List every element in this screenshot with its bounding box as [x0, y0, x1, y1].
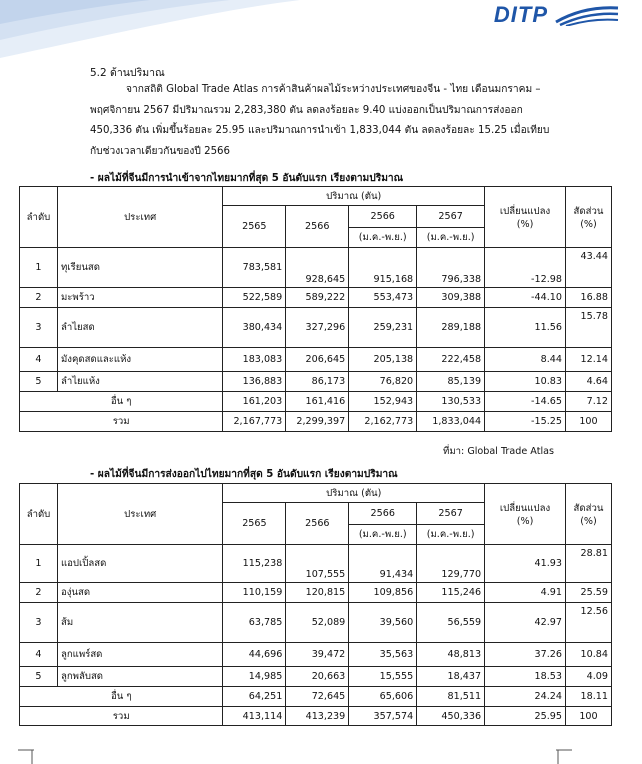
table-cell: 5: [20, 667, 58, 687]
header-change: [485, 187, 566, 248]
header-share: [565, 187, 611, 248]
table-cell: 915,168: [349, 248, 417, 288]
table-cell: 553,473: [349, 288, 417, 308]
table-row: [20, 308, 612, 348]
table-cell: 413,239: [286, 707, 349, 726]
table-cell: 450,336: [417, 707, 485, 726]
table-cell: 589,222: [286, 288, 349, 308]
table-cell: 72,645: [286, 687, 349, 707]
section-title: 5.2 ด้านปริมาณ: [90, 67, 165, 79]
summary-paragraph: [90, 80, 560, 162]
table-cell: 110,159: [223, 583, 286, 603]
table-cell: 63,785: [223, 603, 286, 643]
table-cell: 44,696: [223, 643, 286, 667]
table-cell: 10.83: [485, 372, 566, 392]
table-cell: 43.44: [565, 248, 611, 288]
table-cell: 41.93: [485, 545, 566, 583]
import-table: [19, 186, 612, 432]
table-cell: -14.65: [485, 392, 566, 412]
header-share: [565, 484, 611, 545]
header-label: (%): [516, 219, 534, 230]
header-label: สัดส่วน: [573, 206, 604, 217]
table-cell: 4: [20, 348, 58, 372]
table-row-other: [20, 687, 612, 707]
table-cell: 56,559: [417, 603, 485, 643]
table-cell: 309,388: [417, 288, 485, 308]
table-cell: 796,338: [417, 248, 485, 288]
table-cell: 91,434: [349, 545, 417, 583]
table-cell: 130,533: [417, 392, 485, 412]
table-cell: 18.11: [565, 687, 611, 707]
table-row: [20, 248, 612, 288]
header-rank: ลำดับ: [20, 484, 58, 545]
table-cell: 8.44: [485, 348, 566, 372]
header-label: เปลี่ยนแปลง: [499, 503, 551, 514]
table-cell: 115,238: [223, 545, 286, 583]
header-label: (%): [580, 516, 597, 527]
table-cell: -12.98: [485, 248, 566, 288]
table-cell: 129,770: [417, 545, 485, 583]
table-cell: ลำไยสด: [57, 308, 222, 348]
header-2567-period: 2567: [417, 206, 485, 228]
table-cell: 928,645: [286, 248, 349, 288]
table-cell: 289,188: [417, 308, 485, 348]
table-row: [20, 545, 612, 583]
header-label: เปลี่ยนแปลง: [499, 206, 551, 217]
table-row: [20, 583, 612, 603]
table-row: [20, 603, 612, 643]
header-2566: 2566: [286, 503, 349, 545]
header-2565: 2565: [223, 503, 286, 545]
table-cell: 28.81: [565, 545, 611, 583]
table-cell: 161,416: [286, 392, 349, 412]
table-cell: 4: [20, 643, 58, 667]
table-cell: รวม: [20, 412, 223, 432]
table-cell: มะพร้าว: [57, 288, 222, 308]
table-cell: 15.78: [565, 308, 611, 348]
table-cell: 183,083: [223, 348, 286, 372]
table-cell: 2: [20, 583, 58, 603]
header-2566: 2566: [286, 206, 349, 248]
header-label: สัดส่วน: [573, 503, 604, 514]
header-2565: 2565: [223, 206, 286, 248]
table-cell: 205,138: [349, 348, 417, 372]
table-cell: มังคุดสดและแห้ง: [57, 348, 222, 372]
table-cell: 35,563: [349, 643, 417, 667]
table-row: [20, 288, 612, 308]
table-cell: องุ่นสด: [57, 583, 222, 603]
table-cell: แอปเปิ้ลสด: [57, 545, 222, 583]
table-cell: 1,833,044: [417, 412, 485, 432]
table-cell: 783,581: [223, 248, 286, 288]
table-cell: 100: [565, 707, 611, 726]
table-cell: 4.91: [485, 583, 566, 603]
logo-wave-icon: [554, 4, 620, 26]
header-label: (%): [516, 516, 534, 527]
table-row-total: [20, 707, 612, 726]
table-cell: 4.09: [565, 667, 611, 687]
table-cell: ลูกพลับสด: [57, 667, 222, 687]
table-cell: 206,645: [286, 348, 349, 372]
logo-text: DITP: [493, 2, 548, 27]
table-cell: 107,555: [286, 545, 349, 583]
header-rank: ลำดับ: [20, 187, 58, 248]
header-period-label: (ม.ค.-พ.ย.): [417, 525, 485, 545]
table-row-total: [20, 412, 612, 432]
table-cell: ลำไยแห้ง: [57, 372, 222, 392]
table-row: [20, 643, 612, 667]
export-table: [19, 483, 612, 726]
summary-text: จากสถิติ Global Trade Atlas การค้าสินค้าผลไม้ระหว่างประเทศของจีน - ไทย เดือนมกราคม – พฤศจิกายน 2567 มีปริมาณรวม 2,283,380 ตัน ลดลงร้อยละ 9.40 แบ่งออกเป็นปริมาณการส่งออก 450,336 ตัน เพิ่มขึ้นร้อยละ 25.95 และปริมาณการนำเข้า 1,833,044 ตัน ลดลงร้อยละ 15.25 เมื่อเทียบกับช่วงเวลาเดียวกันของปี 2566: [90, 84, 550, 157]
table-cell: ลูกแพร์สด: [57, 643, 222, 667]
table-cell: 14,985: [223, 667, 286, 687]
ditp-logo: [494, 2, 620, 28]
table-cell: -44.10: [485, 288, 566, 308]
table-cell: 1: [20, 545, 58, 583]
table-cell: 15,555: [349, 667, 417, 687]
header-country: ประเทศ: [57, 187, 222, 248]
header-label: (%): [580, 219, 597, 230]
import-table-heading: - ผลไม้ที่จีนมีการนำเข้าจากไทยมากที่สุด 5 อันดับแรก เรียงตามปริมาณ: [90, 173, 404, 184]
table-cell: 4.64: [565, 372, 611, 392]
table-cell: 85,139: [417, 372, 485, 392]
table-cell: 39,472: [286, 643, 349, 667]
table-cell: 7.12: [565, 392, 611, 412]
table-cell: 115,246: [417, 583, 485, 603]
table-cell: 48,813: [417, 643, 485, 667]
header-2566-period: 2566: [349, 503, 417, 525]
table-cell: 64,251: [223, 687, 286, 707]
table-cell: 3: [20, 308, 58, 348]
table-cell: 20,663: [286, 667, 349, 687]
header-quantity: ปริมาณ (ตัน): [223, 187, 485, 206]
table-cell: 25.59: [565, 583, 611, 603]
table-cell: 327,296: [286, 308, 349, 348]
table-cell: 2,299,397: [286, 412, 349, 432]
table-cell: 136,883: [223, 372, 286, 392]
table-cell: 25.95: [485, 707, 566, 726]
table-cell: 12.14: [565, 348, 611, 372]
table-cell: 2,162,773: [349, 412, 417, 432]
table-cell: ทุเรียนสด: [57, 248, 222, 288]
table-cell: รวม: [20, 707, 223, 726]
table-cell: 413,114: [223, 707, 286, 726]
table-cell: 5: [20, 372, 58, 392]
table-cell: 161,203: [223, 392, 286, 412]
table-cell: 100: [565, 412, 611, 432]
table-cell: 522,589: [223, 288, 286, 308]
table-cell: 12.56: [565, 603, 611, 643]
header-quantity: ปริมาณ (ตัน): [223, 484, 485, 503]
table-cell: 10.84: [565, 643, 611, 667]
header-country: ประเทศ: [57, 484, 222, 545]
table-cell: 65,606: [349, 687, 417, 707]
table-cell: 380,434: [223, 308, 286, 348]
table-cell: 81,511: [417, 687, 485, 707]
table-cell: 52,089: [286, 603, 349, 643]
header-2567-period: 2567: [417, 503, 485, 525]
table-cell: 42.97: [485, 603, 566, 643]
table-row-other: [20, 392, 612, 412]
table-cell: 109,856: [349, 583, 417, 603]
table-cell: 86,173: [286, 372, 349, 392]
table-cell: 18,437: [417, 667, 485, 687]
header-change: [485, 484, 566, 545]
source-note: ที่มา: Global Trade Atlas: [443, 446, 554, 457]
table-cell: 3: [20, 603, 58, 643]
table-cell: 120,815: [286, 583, 349, 603]
table-cell: 259,231: [349, 308, 417, 348]
table-cell: 1: [20, 248, 58, 288]
table-cell: 39,560: [349, 603, 417, 643]
table-cell: 37.26: [485, 643, 566, 667]
table-cell: 76,820: [349, 372, 417, 392]
table-cell: 222,458: [417, 348, 485, 372]
table-row: [20, 348, 612, 372]
table-cell: -15.25: [485, 412, 566, 432]
header-2566-period: 2566: [349, 206, 417, 228]
table-cell: 357,574: [349, 707, 417, 726]
table-row: [20, 667, 612, 687]
table-cell: อื่น ๆ: [20, 687, 223, 707]
table-cell: 11.56: [485, 308, 566, 348]
table-cell: อื่น ๆ: [20, 392, 223, 412]
table-cell: 2: [20, 288, 58, 308]
header-period-label: (ม.ค.-พ.ย.): [417, 228, 485, 248]
header-period-label: (ม.ค.-พ.ย.): [349, 525, 417, 545]
export-table-heading: - ผลไม้ที่จีนมีการส่งออกไปไทยมากที่สุด 5 อันดับแรก เรียงตามปริมาณ: [90, 469, 398, 480]
table-cell: 24.24: [485, 687, 566, 707]
table-cell: ส้ม: [57, 603, 222, 643]
table-cell: 2,167,773: [223, 412, 286, 432]
table-row: [20, 372, 612, 392]
table-cell: 16.88: [565, 288, 611, 308]
table-cell: 18.53: [485, 667, 566, 687]
table-cell: 152,943: [349, 392, 417, 412]
header-period-label: (ม.ค.-พ.ย.): [349, 228, 417, 248]
